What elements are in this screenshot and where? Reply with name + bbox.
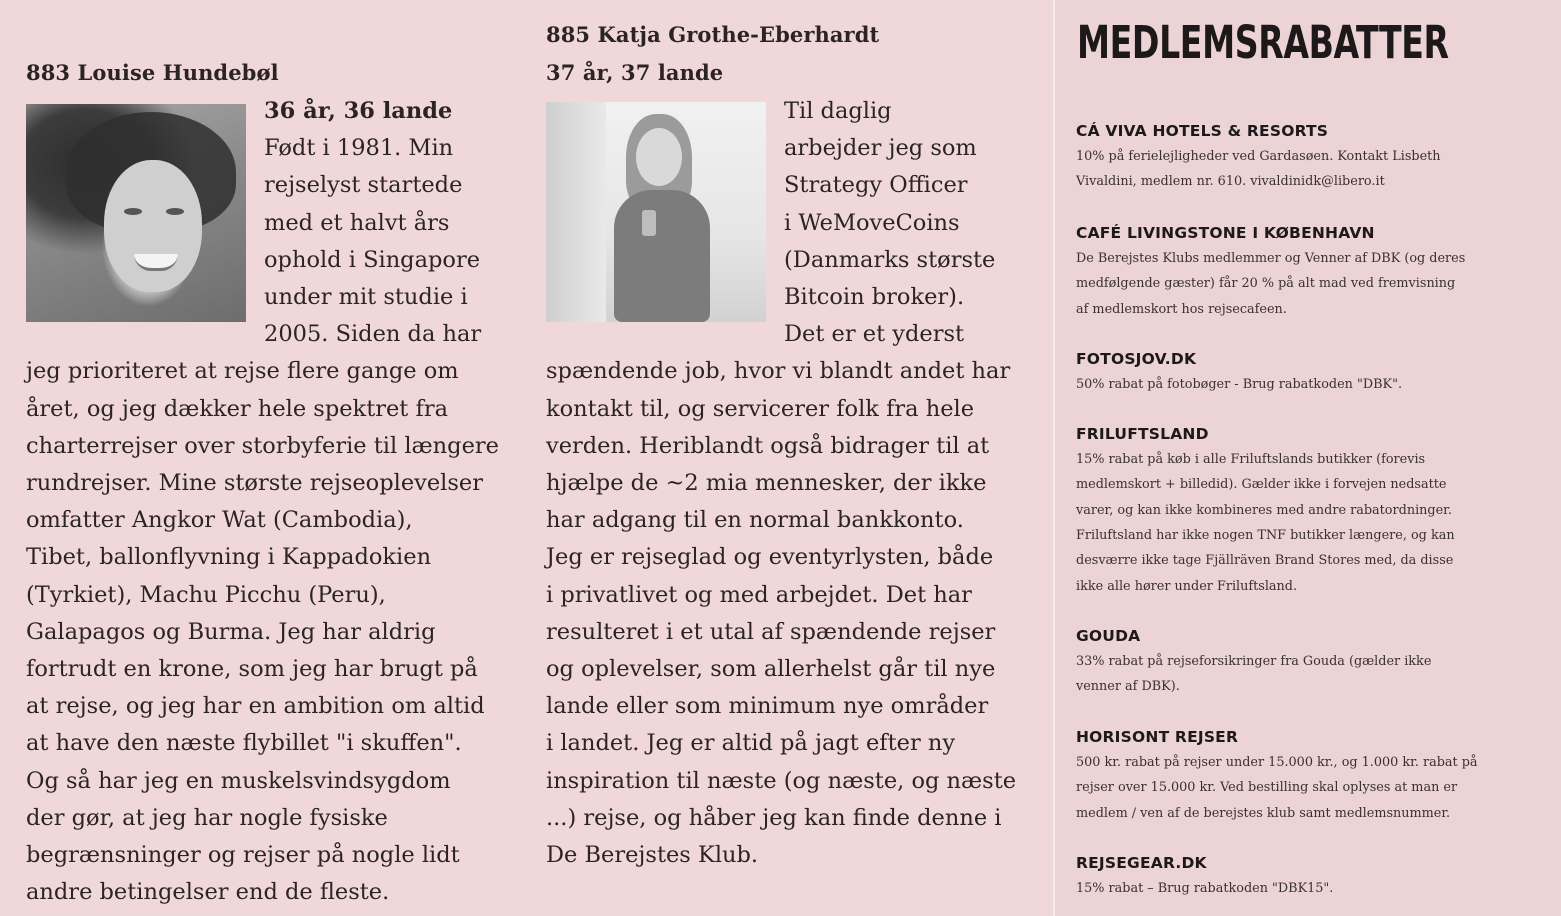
discount-description-line: 10% på ferielejligheder ved Gardasøen. Kontakt Lisbeth bbox=[1076, 149, 1441, 164]
discount-partner-name: FRILUFTSLAND bbox=[1076, 425, 1209, 443]
body-text-line: kontakt til, og servicerer folk fra hele bbox=[546, 395, 975, 422]
body-text-line: Og så har jeg en muskelsvindsygdom bbox=[26, 767, 451, 794]
body-text-line: begrænsninger og rejser på nogle lidt bbox=[26, 842, 460, 868]
body-text-line: at rejse, og jeg har en ambition om altid bbox=[26, 693, 485, 720]
discount-partner-name: CAFÉ LIVINGSTONE I KØBENHAVN bbox=[1076, 224, 1375, 242]
discount-description-line: Vivaldini, medlem nr. 610. vivaldinidk@libero.it bbox=[1076, 174, 1385, 190]
body-text-line: ophold i Singapore bbox=[264, 246, 481, 273]
body-text-line: De Berejstes Klub. bbox=[546, 842, 759, 868]
discount-partner-name: REJSEGEAR.DK bbox=[1076, 854, 1207, 872]
body-text-line: resulteret i et utal af spændende rejser bbox=[546, 618, 996, 645]
body-text-line: Tibet, ballonflyvning i Kappadokien bbox=[26, 544, 432, 571]
discount-partner-name: GOUDA bbox=[1076, 627, 1141, 645]
discount-description-line: medlemskort + billedid). Gælder ikke i forvejen nedsatte bbox=[1076, 477, 1447, 493]
body-text-line: i WeMoveCoins bbox=[784, 209, 960, 236]
profile-photo bbox=[546, 102, 766, 322]
body-text-line: i privatlivet og med arbejdet. Det har bbox=[546, 581, 972, 608]
sidebar-title: MEDLEMSRABATTER bbox=[1077, 16, 1449, 69]
body-text-line: Bitcoin broker). bbox=[784, 284, 965, 310]
discount-partner-name: CÁ VIVA HOTELS & RESORTS bbox=[1076, 122, 1329, 140]
body-text-line: med et halvt års bbox=[264, 209, 450, 236]
body-text-line: fortrudt en krone, som jeg har brugt på bbox=[26, 656, 478, 682]
discount-partner-name: HORISONT REJSER bbox=[1076, 728, 1239, 746]
discount-description-line: 50% rabat på fotobøger - Brug rabatkoden "DBK". bbox=[1076, 377, 1403, 392]
body-text-line: Født i 1981. Min bbox=[264, 135, 454, 162]
body-text-line: jeg prioriteret at rejse flere gange om bbox=[26, 358, 459, 385]
body-text-line: arbejder jeg som bbox=[784, 135, 977, 162]
body-text-line: der gør, at jeg har nogle fysiske bbox=[26, 804, 388, 831]
body-text-line: året, og jeg dækker hele spektret fra bbox=[26, 395, 448, 422]
body-text-line: inspiration til næste (og næste, og næste bbox=[546, 767, 1017, 794]
body-text-line: Til daglig bbox=[784, 98, 892, 124]
discount-description-line: 33% rabat på rejseforsikringer fra Gouda (gælder ikke bbox=[1076, 654, 1432, 669]
discount-description-line: 500 kr. rabat på rejser under 15.000 kr., og 1.000 kr. rabat på bbox=[1076, 755, 1478, 770]
body-text-line: spændende job, hvor vi blandt andet har bbox=[546, 358, 1011, 385]
body-text-line: omfatter Angkor Wat (Cambodia), bbox=[26, 507, 413, 534]
profile-subheading: 37 år, 37 lande bbox=[546, 60, 724, 85]
body-text-line: i landet. Jeg er altid på jagt efter ny bbox=[546, 730, 956, 757]
body-text-line: Jeg er rejseglad og eventyrlysten, både bbox=[546, 544, 994, 571]
discount-description-line: 15% rabat på køb i alle Friluftslands butikker (forevis bbox=[1076, 452, 1426, 467]
discount-description-line: af medlemskort hos rejsecafeen. bbox=[1076, 301, 1287, 317]
body-text-line: under mit studie i bbox=[264, 284, 468, 310]
body-text-line: 2005. Siden da har bbox=[264, 321, 482, 348]
body-text-line: lande eller som minimum nye områder bbox=[546, 693, 989, 720]
body-text-line: Det er et yderst bbox=[784, 321, 965, 348]
discount-description-line: venner af DBK). bbox=[1076, 679, 1180, 695]
body-text-line: 36 år, 36 lande bbox=[264, 98, 453, 124]
body-text-line: rundrejser. Mine største rejseoplevelser bbox=[26, 470, 483, 496]
discount-description-line: 15% rabat – Brug rabatkoden "DBK15". bbox=[1076, 881, 1334, 896]
discount-description-line: Friluftsland har ikke nogen TNF butikker længere, og kan bbox=[1076, 527, 1455, 543]
body-text-line: charterrejser over storbyferie til længere bbox=[26, 432, 499, 459]
discount-description-line: desværre ikke tage Fjällräven Brand Stores med, da disse bbox=[1076, 553, 1454, 569]
discount-description-line: rejser over 15.000 kr. Ved bestilling skal oplyses at man er bbox=[1076, 780, 1458, 796]
body-text-line: Galapagos og Burma. Jeg har aldrig bbox=[26, 618, 436, 645]
discount-description-line: varer, og kan ikke kombineres med andre rabatordninger. bbox=[1076, 502, 1452, 518]
profile-heading: 883 Louise Hundebøl bbox=[26, 60, 279, 85]
body-text-line: (Danmarks største bbox=[784, 246, 996, 273]
body-text-line: (Tyrkiet), Machu Picchu (Peru), bbox=[26, 581, 386, 608]
body-text-line: verden. Heriblandt også bidrager til at bbox=[546, 432, 990, 459]
body-text-line: hjælpe de ~2 mia mennesker, der ikke bbox=[546, 470, 987, 496]
discount-description-line: medlem / ven af de berejstes klub samt medlemsnummer. bbox=[1076, 805, 1451, 821]
body-text-line: rejselyst startede bbox=[264, 172, 463, 199]
member-discounts-sidebar bbox=[1055, 0, 1561, 916]
profile-heading: 885 Katja Grothe-Eberhardt bbox=[546, 22, 880, 47]
body-text-line: at have den næste flybillet "i skuffen". bbox=[26, 730, 462, 757]
discount-description-line: ikke alle hører under Friluftsland. bbox=[1076, 578, 1298, 594]
body-text-line: og oplevelser, som allerhelst går til nye bbox=[546, 656, 996, 682]
body-text-line: Strategy Officer bbox=[784, 172, 968, 199]
discount-description-line: medfølgende gæster) får 20 % på alt mad ved fremvisning bbox=[1076, 276, 1456, 292]
discount-partner-name: FOTOSJOV.DK bbox=[1076, 350, 1197, 368]
body-text-line: ...) rejse, og håber jeg kan finde denne i bbox=[546, 804, 1002, 831]
discount-description-line: De Berejstes Klubs medlemmer og Venner af DBK (og deres bbox=[1076, 251, 1466, 266]
body-text-line: har adgang til en normal bankkonto. bbox=[546, 507, 964, 534]
profile-photo bbox=[26, 104, 246, 322]
body-text-line: andre betingelser end de fleste. bbox=[26, 879, 390, 906]
